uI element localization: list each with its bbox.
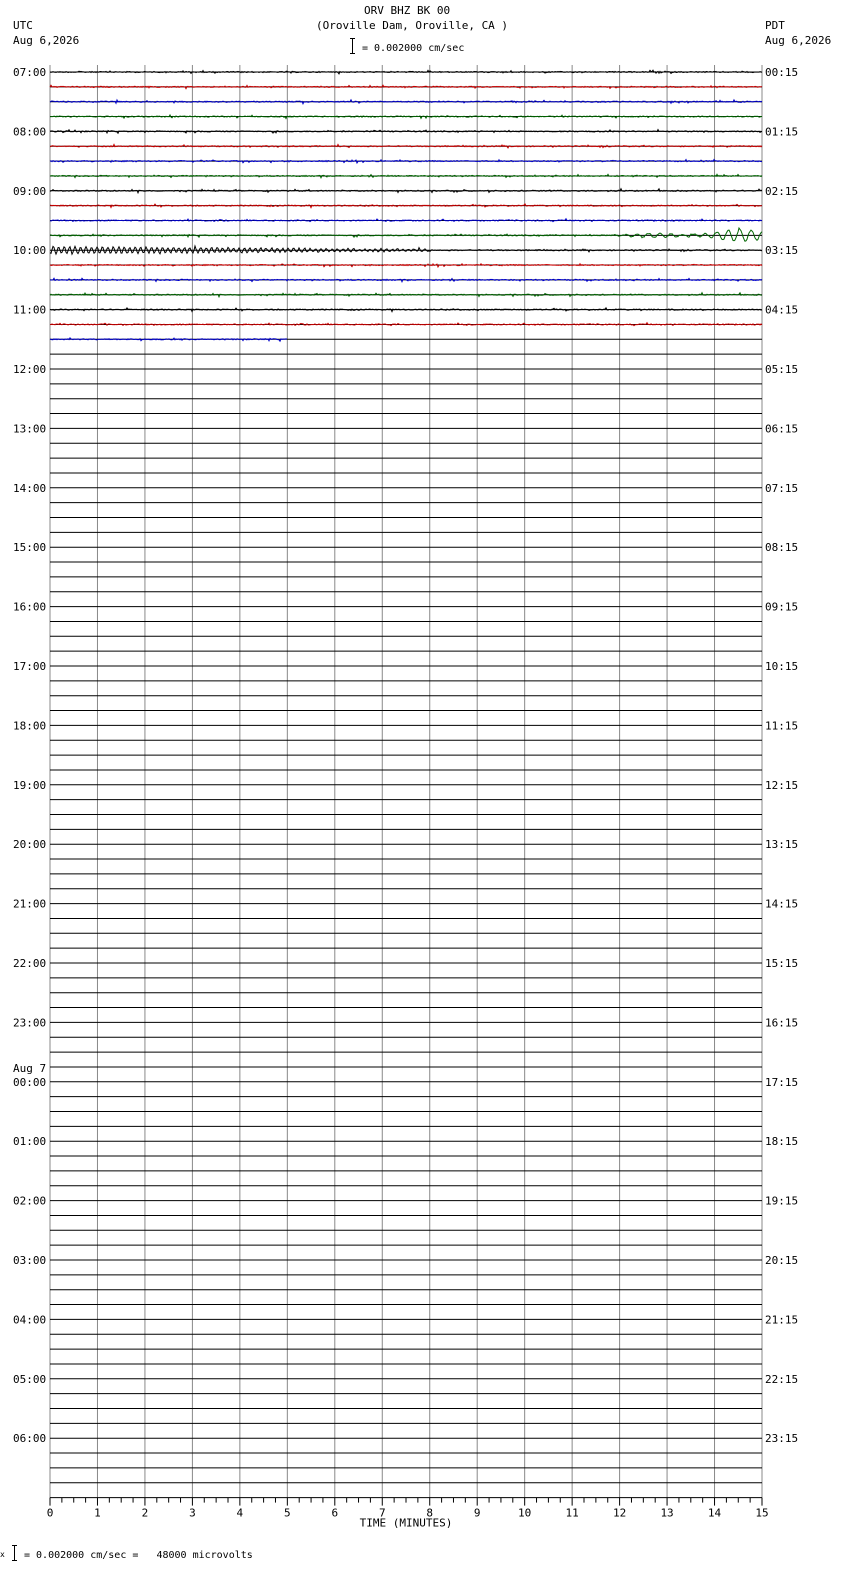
x-tick-label: 12 [612, 1506, 627, 1520]
seismic-trace [50, 100, 762, 104]
left-hour-label: 09:00 [13, 184, 47, 198]
left-hour-label: 18:00 [13, 719, 47, 733]
seismic-trace [50, 174, 762, 178]
left-hour-label: 02:00 [13, 1194, 47, 1208]
left-date-change-label: Aug 7 [13, 1061, 47, 1075]
left-hour-label: 22:00 [13, 957, 47, 970]
left-hour-label: 03:00 [13, 1254, 47, 1267]
seismic-trace [50, 144, 762, 148]
left-hour-label: 01:00 [13, 1135, 47, 1149]
x-tick-label: 13 [660, 1506, 674, 1520]
x-tick-label: 15 [755, 1506, 769, 1520]
x-tick-label: 3 [189, 1506, 196, 1520]
x-tick-label: 11 [565, 1506, 579, 1520]
x-tick-label: 2 [141, 1506, 149, 1520]
x-tick-label: 4 [236, 1506, 244, 1520]
right-hour-label: 03:15 [765, 244, 799, 258]
left-date: Aug 6,2026 [13, 34, 80, 47]
right-hour-label: 19:15 [765, 1194, 799, 1208]
x-tick-label: 1 [94, 1506, 101, 1520]
left-timezone: UTC [13, 19, 33, 32]
seismic-trace [50, 278, 762, 282]
left-hour-label: 04:00 [13, 1313, 47, 1327]
right-hour-label: 09:15 [765, 600, 799, 614]
x-tick-label: 0 [46, 1506, 54, 1520]
right-hour-label: 23:15 [765, 1432, 799, 1446]
right-hour-label: 06:15 [765, 422, 799, 436]
seismic-trace [50, 85, 762, 89]
right-hour-label: 22:15 [765, 1372, 799, 1386]
seismic-trace [50, 308, 762, 312]
left-hour-label: 08:00 [13, 125, 47, 139]
right-hour-label: 14:15 [765, 897, 799, 911]
left-hour-label: 20:00 [13, 838, 47, 852]
right-hour-label: 01:15 [765, 125, 799, 139]
footer-marker: x [0, 1550, 5, 1559]
seismic-trace [50, 293, 762, 297]
left-hour-label: 06:00 [13, 1432, 47, 1446]
seismic-trace [50, 228, 762, 241]
left-hour-label: 14:00 [13, 481, 47, 495]
x-tick-label: 8 [426, 1506, 434, 1520]
right-hour-label: 07:15 [765, 481, 799, 495]
left-hour-label: 11:00 [13, 303, 47, 317]
left-hour-label: 15:00 [13, 541, 47, 555]
right-hour-label: 08:15 [765, 541, 799, 555]
left-hour-label: 16:00 [13, 600, 47, 614]
x-tick-label: 14 [707, 1506, 722, 1520]
right-hour-label: 12:15 [765, 778, 799, 792]
right-hour-label: 21:15 [765, 1313, 799, 1327]
seismic-trace [50, 264, 762, 267]
right-hour-label: 00:15 [765, 66, 799, 79]
left-hour-label: 21:00 [13, 897, 47, 911]
seismic-trace [50, 70, 762, 74]
seismic-trace [50, 204, 762, 208]
seismic-trace [50, 115, 762, 119]
footer-scale-note: = 0.002000 cm/sec = 48000 microvolts [24, 1550, 253, 1561]
station-title: ORV BHZ BK 00 [364, 4, 451, 17]
footer-scale-bar-icon [12, 1545, 17, 1561]
x-tick-label: 6 [331, 1506, 339, 1520]
left-hour-label: 00:00 [13, 1075, 47, 1089]
left-hour-label: 23:00 [13, 1016, 47, 1030]
right-date: Aug 6,2026 [765, 34, 832, 47]
left-hour-label: 19:00 [13, 778, 47, 792]
right-timezone: PDT [765, 19, 785, 32]
x-axis-label: TIME (MINUTES) [359, 1516, 453, 1530]
right-hour-label: 15:15 [765, 957, 799, 970]
right-hour-label: 04:15 [765, 303, 799, 317]
left-hour-label: 12:00 [13, 363, 47, 376]
left-hour-label: 05:00 [13, 1372, 47, 1386]
scale-label: = 0.002000 cm/sec [362, 43, 465, 54]
x-tick-label: 5 [284, 1506, 291, 1520]
right-hour-label: 18:15 [765, 1135, 799, 1149]
x-tick-label: 9 [473, 1506, 481, 1520]
left-hour-label: 17:00 [13, 660, 47, 673]
x-tick-label: 10 [518, 1506, 532, 1520]
right-hour-label: 02:15 [765, 184, 799, 198]
right-hour-label: 13:15 [765, 838, 799, 852]
seismic-trace [50, 189, 762, 193]
right-hour-label: 16:15 [765, 1016, 799, 1030]
right-hour-label: 11:15 [765, 719, 799, 733]
left-hour-label: 07:00 [13, 66, 47, 79]
x-tick-label: 7 [378, 1506, 386, 1520]
left-hour-label: 10:00 [13, 244, 47, 258]
right-hour-label: 20:15 [765, 1254, 799, 1267]
station-location: (Oroville Dam, Oroville, CA ) [316, 19, 509, 32]
right-hour-label: 10:15 [765, 660, 799, 673]
right-hour-label: 17:15 [765, 1075, 799, 1089]
left-hour-label: 13:00 [13, 422, 47, 436]
right-hour-label: 05:15 [765, 363, 799, 376]
